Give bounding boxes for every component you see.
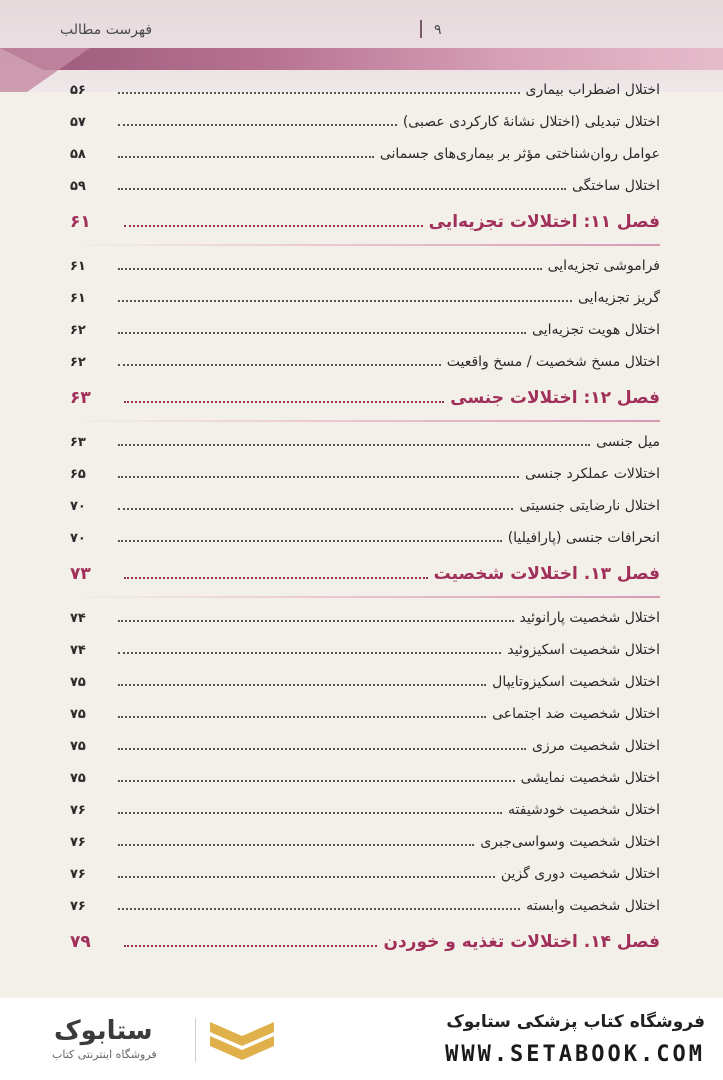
toc-entry-page: ۷۰: [70, 530, 86, 546]
toc-entry-page: ۶۱: [70, 258, 86, 274]
header-band: [0, 48, 723, 70]
leader-dots: [118, 780, 515, 782]
toc-entry[interactable]: [70, 826, 660, 858]
chapter-page: ۷۹: [70, 932, 91, 952]
toc-entry[interactable]: [70, 730, 660, 762]
toc-entry-page: ۶۳: [70, 434, 86, 450]
toc-entry-title: اختلال شخصیت ضد اجتماعی: [492, 706, 660, 722]
toc-entry-page: ۷۵: [70, 738, 86, 754]
toc-entry[interactable]: [70, 74, 660, 106]
toc-entry-title: اختلال شخصیت وابسته: [526, 898, 660, 914]
toc-entry[interactable]: [70, 794, 660, 826]
toc-entry[interactable]: [70, 458, 660, 490]
toc-entry-page: ۶۱: [70, 290, 86, 306]
chapter-page: ۶۳: [70, 388, 91, 408]
toc-entry-title: فراموشی تجزیه‌ایی: [547, 258, 660, 274]
toc-entry[interactable]: [70, 602, 660, 634]
leader-dots: [118, 620, 514, 622]
store-name: فروشگاه کتاب پزشکی ستابوک: [446, 1012, 705, 1032]
toc-entry[interactable]: [70, 698, 660, 730]
leader-dots: [118, 684, 486, 686]
chapter-heading-13[interactable]: [70, 554, 660, 594]
header-divider: [420, 20, 422, 38]
chapter-heading-14[interactable]: [70, 922, 660, 962]
toc-entry[interactable]: [70, 250, 660, 282]
leader-dots: [124, 225, 423, 227]
leader-dots: [124, 945, 377, 947]
toc-entry-page: ۵۸: [70, 146, 86, 162]
toc-entry-page: ۶۲: [70, 354, 86, 370]
toc-entry-title: اختلال شخصیت اسکیزوئید: [507, 642, 660, 658]
leader-dots: [118, 364, 441, 366]
toc-entry[interactable]: [70, 666, 660, 698]
leader-dots: [118, 716, 486, 718]
leader-dots: [118, 156, 374, 158]
toc-entry-page: ۶۵: [70, 466, 86, 482]
toc-entry-title: اختلال نارضایتی جنسیتی: [519, 498, 660, 514]
toc-entry-page: ۷۵: [70, 706, 86, 722]
toc-entry-page: ۷۶: [70, 898, 86, 914]
toc-entry-page: ۷۶: [70, 866, 86, 882]
toc-entry[interactable]: [70, 314, 660, 346]
leader-dots: [118, 812, 502, 814]
toc-entry-title: اختلال هویت تجزیه‌ایی: [532, 322, 660, 338]
logo-subtitle: فروشگاه اینترنتی کتاب: [52, 1048, 157, 1061]
chapter-page: ۷۳: [70, 564, 91, 584]
toc-entry-title: اختلال شخصیت وسواسی‌جبری: [480, 834, 660, 850]
toc-entry[interactable]: [70, 490, 660, 522]
toc-entry-page: ۵۹: [70, 178, 86, 194]
toc-entry-page: ۵۶: [70, 82, 86, 98]
leader-dots: [118, 332, 526, 334]
toc-entry-title: انحرافات جنسی (پارافیلیا): [507, 530, 660, 546]
toc-entry-title: گریز تجزیه‌ایی: [578, 290, 660, 306]
leader-dots: [118, 652, 501, 654]
store-footer: [0, 998, 723, 1080]
chapter-title: فصل ۱۲: اختلالات جنسی: [450, 388, 660, 408]
toc-entry-title: اختلال تبدیلی (اختلال نشانهٔ کارکردی عصبی): [402, 114, 660, 130]
toc-entry[interactable]: [70, 138, 660, 170]
chapter-separator: [70, 420, 660, 422]
toc-entry[interactable]: [70, 858, 660, 890]
toc-entry-title: اختلال اضطراب بیماری: [525, 82, 660, 98]
toc-entry[interactable]: [70, 426, 660, 458]
toc-entry-title: اختلال شخصیت نمایشی: [520, 770, 660, 786]
toc-entry-title: اختلال ساختگی: [571, 178, 660, 194]
toc-entry-title: اختلالات عملکرد جنسی: [525, 466, 660, 482]
toc-entry-page: ۷۵: [70, 674, 86, 690]
toc-entry-page: ۷۴: [70, 642, 86, 658]
leader-dots: [118, 844, 474, 846]
store-url-link[interactable]: WWW.SETABOOK.COM: [445, 1042, 705, 1067]
leader-dots: [118, 444, 590, 446]
leader-dots: [118, 268, 542, 270]
chapter-heading-12[interactable]: [70, 378, 660, 418]
toc-entry-title: اختلال شخصیت اسکیزوتایپال: [492, 674, 660, 690]
leader-dots: [118, 476, 519, 478]
toc-entry-title: میل جنسی: [596, 434, 660, 450]
chapter-separator: [70, 244, 660, 246]
toc-entry-page: ۵۷: [70, 114, 86, 130]
toc-entry-title: اختلال شخصیت پارانوئید: [519, 610, 660, 626]
header-title: فهرست مطالب: [60, 22, 153, 38]
toc-entry[interactable]: [70, 346, 660, 378]
leader-dots: [118, 908, 520, 910]
toc-entry[interactable]: [70, 522, 660, 554]
chapter-separator: [70, 596, 660, 598]
toc-entry-title: اختلال مسخ شخصیت / مسخ واقعیت: [446, 354, 660, 370]
toc-entry-page: ۷۵: [70, 770, 86, 786]
toc-entry-title: اختلال شخصیت دوری گزین: [500, 866, 660, 882]
header-page-number: ۹: [434, 22, 442, 38]
chapter-title: فصل ۱۴. اختلالات تغذیه و خوردن: [383, 932, 660, 952]
toc-entry-page: ۷۰: [70, 498, 86, 514]
logo-wordmark: ستابوک: [54, 1016, 153, 1046]
toc-entry[interactable]: [70, 170, 660, 202]
chapter-page: ۶۱: [70, 212, 91, 232]
toc-entry-title: اختلال شخصیت مرزی: [531, 738, 660, 754]
toc-entry-page: ۶۲: [70, 322, 86, 338]
leader-dots: [124, 577, 428, 579]
chapter-title: فصل ۱۳. اختلالات شخصیت: [433, 564, 660, 584]
leader-dots: [118, 124, 397, 126]
chapter-title: فصل ۱۱: اختلالات تجزیه‌ایی: [428, 212, 660, 232]
toc-entry[interactable]: [70, 282, 660, 314]
logo-divider: [195, 1018, 196, 1062]
toc-entry[interactable]: [70, 890, 660, 922]
toc-entry[interactable]: [70, 762, 660, 794]
toc-entry-page: ۷۶: [70, 802, 86, 818]
leader-dots: [118, 748, 526, 750]
leader-dots: [118, 540, 502, 542]
leader-dots: [118, 508, 513, 510]
leader-dots: [124, 401, 444, 403]
leader-dots: [118, 92, 520, 94]
toc-entry-page: ۷۴: [70, 610, 86, 626]
toc-content: [70, 74, 660, 962]
store-logo[interactable]: [30, 1012, 280, 1068]
leader-dots: [118, 188, 566, 190]
chevron-logo-icon: [206, 1018, 278, 1064]
chapter-heading-11[interactable]: [70, 202, 660, 242]
toc-entry[interactable]: [70, 634, 660, 666]
toc-entry-page: ۷۶: [70, 834, 86, 850]
leader-dots: [118, 876, 495, 878]
toc-entry-title: عوامل روان‌شناختی مؤثر بر بیماری‌های جسمانی: [379, 146, 660, 162]
leader-dots: [118, 300, 572, 302]
toc-entry[interactable]: [70, 106, 660, 138]
toc-entry-title: اختلال شخصیت خودشیفته: [508, 802, 660, 818]
